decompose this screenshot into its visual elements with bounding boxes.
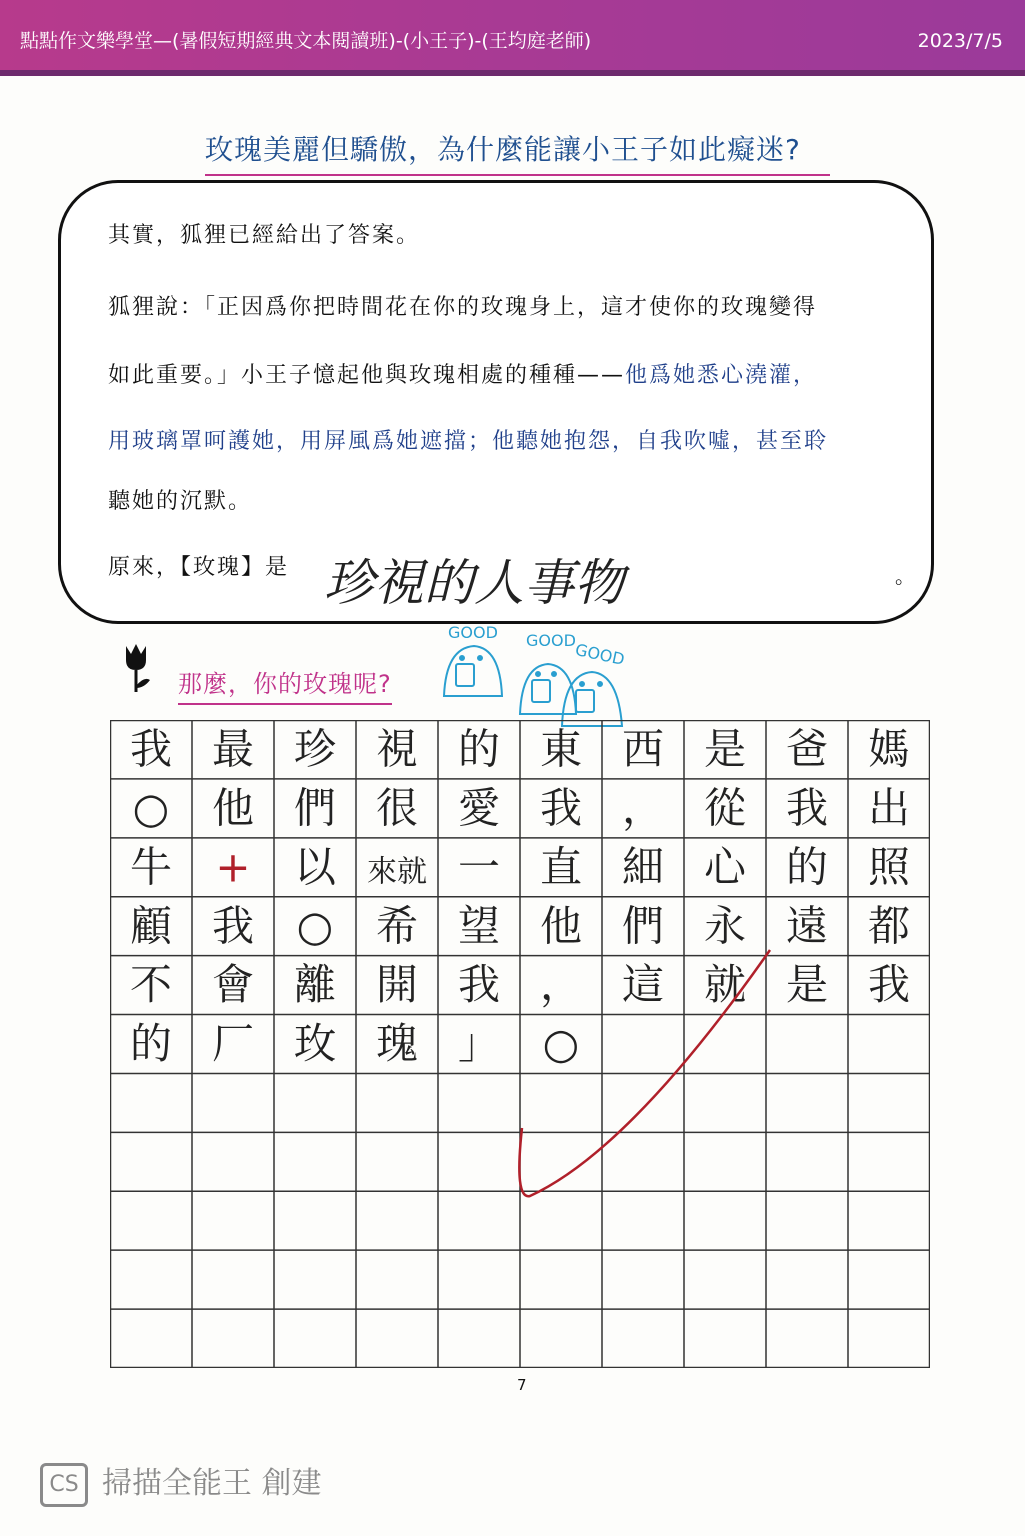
scanner-watermark <box>40 1458 322 1507</box>
header-border <box>0 70 1025 76</box>
good-stamp-1 <box>444 646 502 696</box>
box-line-3a: 如此重要。」小王子憶起他與玫瑰相處的種種—— <box>108 363 626 388</box>
good-stamp-2 <box>520 664 576 714</box>
good-stamp-3 <box>562 672 622 726</box>
grid-character: 就 <box>703 960 747 1010</box>
grid-character: 他 <box>211 783 255 833</box>
grid-character: 愛 <box>457 783 501 833</box>
grid-character: 他 <box>539 901 583 951</box>
box-line-3b: 他爲她悉心澆灌， <box>625 363 818 388</box>
grid-character: 顧 <box>129 901 173 951</box>
grid-character: 爸 <box>785 724 829 774</box>
grid-character: 我 <box>785 783 829 833</box>
box-line-1: 其實，狐狸已經給出了答案。 <box>108 223 421 248</box>
grid-character: 很 <box>375 783 419 833</box>
writing-grid <box>110 720 930 1368</box>
grid-character: 不 <box>129 960 173 1010</box>
grid-character: 西 <box>621 724 665 774</box>
grid-character: 出 <box>867 783 911 833</box>
grid-character: 珍 <box>293 724 337 774</box>
grid-character: 我 <box>129 724 173 774</box>
header-title: 點點作文樂學堂—(暑假短期經典文本閱讀班)-(小王子)-(王均庭老師) <box>20 30 592 52</box>
grid-character: 遠 <box>785 901 829 951</box>
grid-character: 牛 <box>129 842 173 892</box>
box-line-4: 用玻璃罩呵護她，用屏風爲她遮擋；他聽她抱怨，自我吹噓，甚至聆 <box>108 429 829 454</box>
grid-character: 是 <box>785 960 829 1010</box>
grid-character: 我 <box>457 960 501 1010</box>
grid-character: 的 <box>457 724 501 774</box>
watermark-text: 掃描全能王 創建 <box>102 1466 322 1501</box>
box-line-2: 狐狸說：「正因爲你把時間花在你的玫瑰身上，這才使你的玫瑰變得 <box>108 295 818 320</box>
grid-character: 媽 <box>867 724 911 774</box>
page-number: 7 <box>517 1376 527 1394</box>
box-prompt: 原來，【玫瑰】是 <box>108 555 290 580</box>
good-stamps <box>440 618 640 730</box>
good-stamp-text-2: GOOD <box>526 631 576 650</box>
grid-character: 以 <box>293 842 337 892</box>
grid-character: 視 <box>375 724 419 774</box>
grid-character: ， <box>621 783 665 833</box>
grid-character: 會 <box>211 960 255 1010</box>
grid-character: 從 <box>703 783 747 833</box>
grid-character: ， <box>539 960 583 1010</box>
grid-character: 望 <box>457 901 501 951</box>
grid-character: 是 <box>703 724 747 774</box>
grid-character: ○ <box>542 1019 580 1069</box>
grid-character: 」 <box>457 1019 501 1069</box>
grid-character: 希 <box>375 901 419 951</box>
grid-character: 我 <box>211 901 255 951</box>
answer-period: 。 <box>895 564 915 588</box>
grid-character: 的 <box>785 842 829 892</box>
grid-character: 細 <box>621 842 665 892</box>
grid-character: 我 <box>539 783 583 833</box>
grid-character: 玫 <box>293 1019 337 1069</box>
grid-character: 瑰 <box>375 1019 419 1069</box>
grid-character: 們 <box>293 783 337 833</box>
grid-character: 一 <box>457 842 501 892</box>
grid-character: ○ <box>296 901 334 951</box>
grid-character: 離 <box>293 960 337 1010</box>
box-line-3 <box>108 358 817 389</box>
grid-character: 直 <box>539 842 583 892</box>
handwritten-answer-text: 珍視的人事物 <box>324 554 624 612</box>
grid-character: 東 <box>539 724 583 774</box>
grid-character: 都 <box>867 901 911 951</box>
grid-character: ○ <box>132 783 170 833</box>
grid-character: 這 <box>621 960 665 1010</box>
grid-character: 永 <box>703 901 747 951</box>
grid-character: 厂 <box>211 1019 255 1069</box>
grid-character: 開 <box>375 960 419 1010</box>
tulip-icon <box>118 642 154 694</box>
grid-character: 來就 <box>367 854 427 890</box>
section-title: 那麼，你的玫瑰呢? <box>178 664 392 705</box>
grid-character: 們 <box>621 901 665 951</box>
box-line-5: 聽她的沉默。 <box>108 489 253 514</box>
good-stamp-text-1: GOOD <box>448 623 498 642</box>
grid-character: 心 <box>703 842 747 892</box>
good-stamp-text-3: GOOD <box>573 640 627 669</box>
grid-character: 的 <box>129 1019 173 1069</box>
header-date: 2023/7/5 <box>917 30 1003 52</box>
grid-character: 我 <box>867 960 911 1010</box>
grid-character: + <box>215 842 251 892</box>
page-title: 玫瑰美麗但驕傲，為什麼能讓小王子如此癡迷? <box>205 128 830 176</box>
handwritten-answer <box>320 542 645 616</box>
camscanner-logo: CS <box>40 1463 88 1507</box>
grid-character: 照 <box>867 842 911 892</box>
grid-character: 最 <box>211 724 255 774</box>
